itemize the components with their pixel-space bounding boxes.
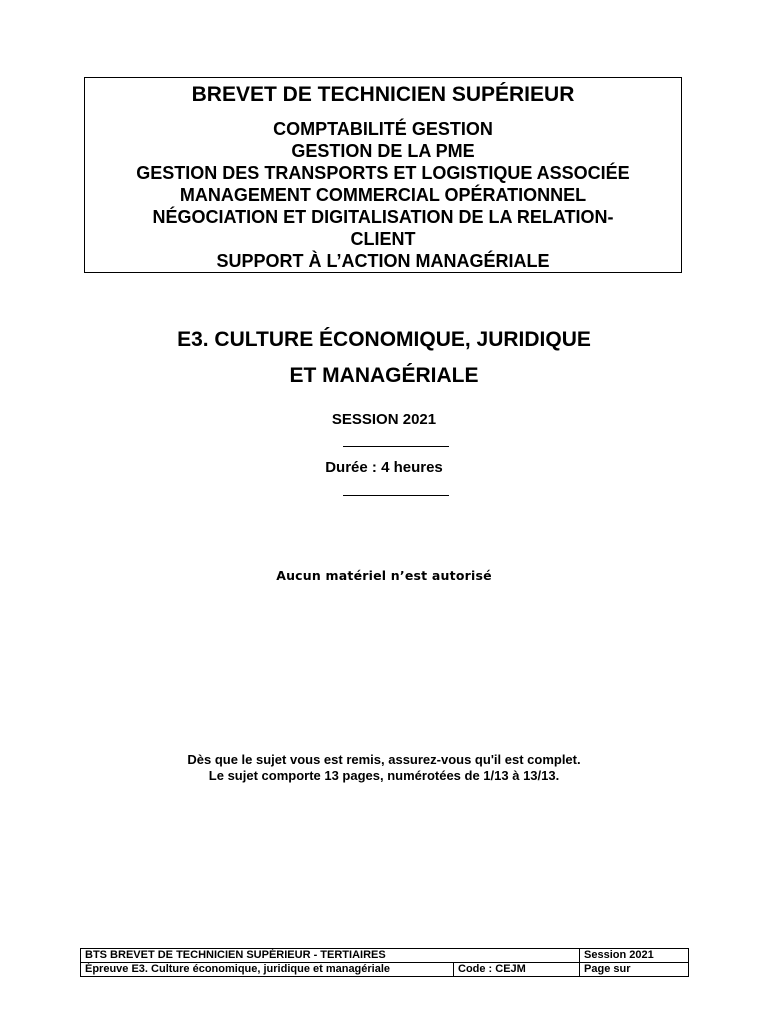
divider: [343, 495, 449, 496]
footer-session: Session 2021: [580, 949, 689, 963]
footer-page: Page sur: [580, 963, 689, 977]
specialty-item: GESTION DE LA PME: [291, 141, 475, 161]
footer-row: [81, 963, 689, 977]
material-notice: Aucun matériel n’est autorisé: [276, 568, 492, 583]
specialty-item: MANAGEMENT COMMERCIAL OPÉRATIONNEL: [179, 185, 587, 205]
duration-label: Durée : 4 heures: [325, 459, 443, 476]
footer-subject: Épreuve E3. Culture économique, juridique et managériale: [81, 963, 454, 977]
completeness-notice: [0, 752, 768, 784]
header-title: BREVET DE TECHNICIEN SUPÉRIEUR: [191, 83, 575, 106]
footer-table: [80, 948, 689, 977]
session-label: SESSION 2021: [331, 411, 437, 428]
specialty-list: [85, 118, 681, 272]
specialty-item: SUPPORT À L’ACTION MANAGÉRIALE: [216, 251, 550, 271]
exam-title-line1: E3. CULTURE ÉCONOMIQUE, JURIDIQUE: [177, 328, 591, 351]
notice-line2: Le sujet comporte 13 pages, numérotées de 1/13 à 13/13.: [208, 768, 560, 783]
specialty-item: NÉGOCIATION ET DIGITALISATION DE LA RELATION-: [152, 207, 614, 227]
specialty-item: COMPTABILITÉ GESTION: [273, 119, 493, 139]
footer-exam-name: BTS BREVET DE TECHNICIEN SUPÉRIEUR - TERTIAIRES: [81, 949, 580, 963]
specialty-item: CLIENT: [350, 229, 416, 249]
divider: [343, 446, 449, 447]
specialty-item: GESTION DES TRANSPORTS ET LOGISTIQUE ASSOCIÉE: [136, 163, 630, 183]
notice-line1: Dès que le sujet vous est remis, assurez-vous qu'il est complet.: [187, 752, 581, 767]
header-box: [84, 77, 682, 273]
footer-code: Code : CEJM: [454, 963, 580, 977]
exam-title-line2: ET MANAGÉRIALE: [289, 364, 479, 387]
footer-row: [81, 949, 689, 963]
